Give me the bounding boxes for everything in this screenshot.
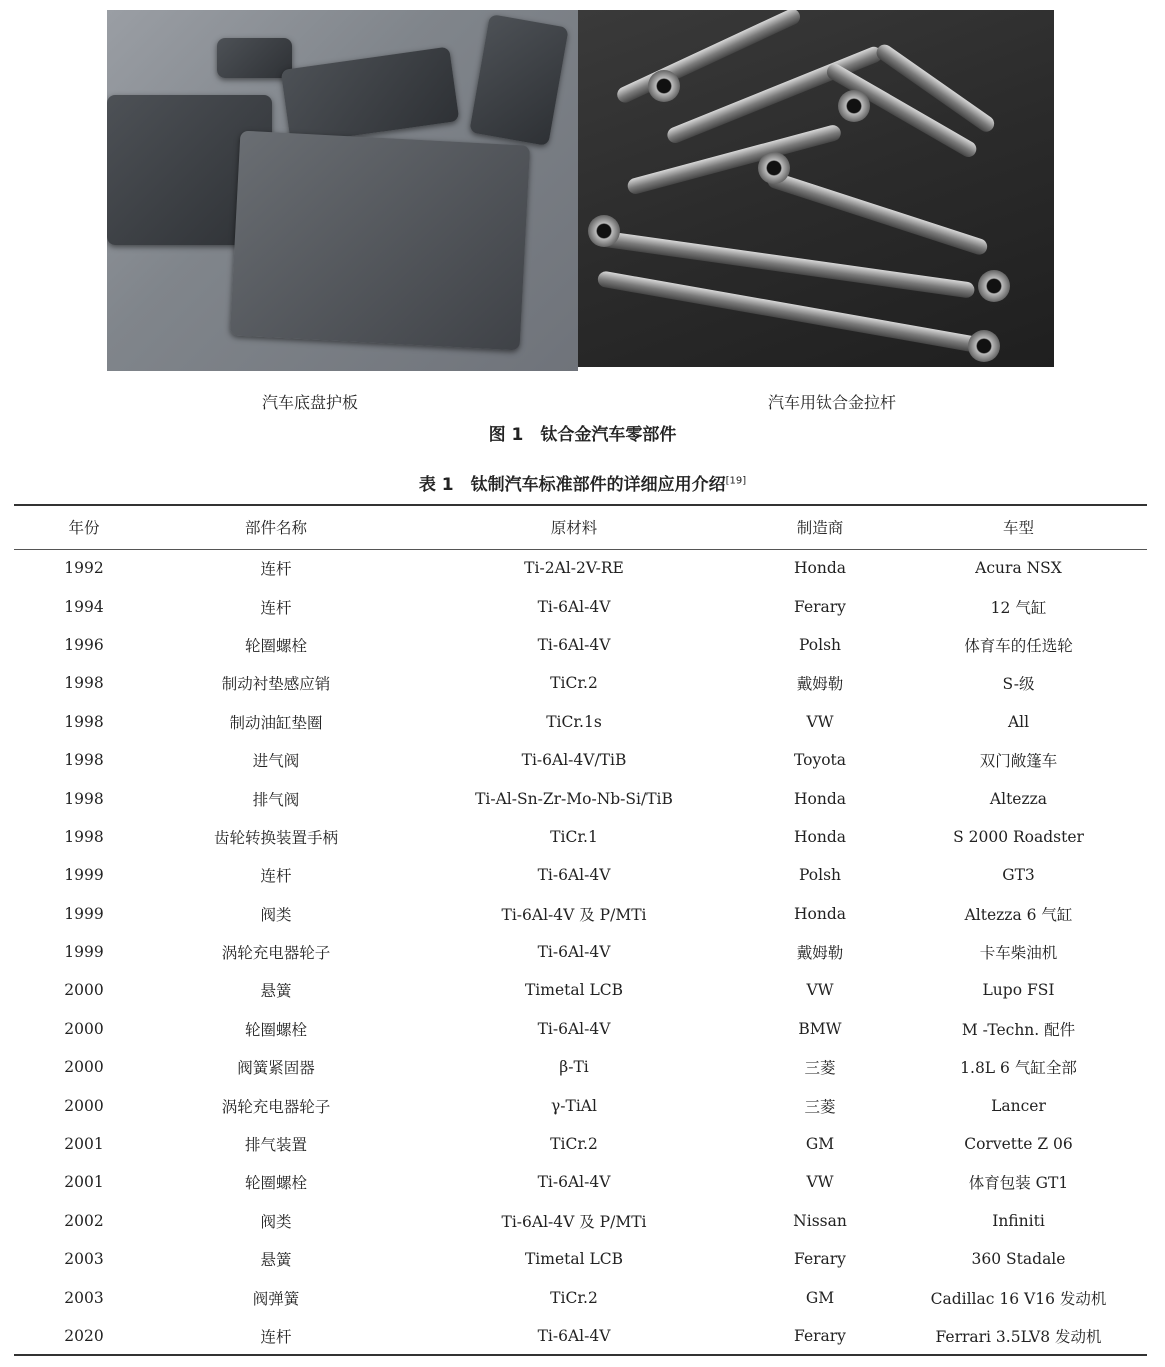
cell-manufacturer: GM [805, 1135, 835, 1154]
table-body [14, 549, 1147, 1355]
cell-material: γ-TiAl [551, 1096, 597, 1115]
cell-year: 1998 [64, 712, 104, 731]
table-row [14, 664, 1147, 702]
cell-material: Ti-6Al-4V [537, 866, 611, 885]
table-row [14, 971, 1147, 1009]
cell-material: TiCr.2 [550, 674, 598, 693]
cell-material: Ti-6Al-4V [537, 1173, 611, 1192]
cell-material: Ti-6Al-4V 及 P/MTi [501, 905, 647, 924]
cell-material: Ti-6Al-4V [537, 1326, 611, 1345]
cell-year: 1999 [64, 904, 104, 923]
cell-model: 卡车柴油机 [979, 944, 1058, 963]
cell-part-name: 悬簧 [260, 982, 292, 1001]
cell-material: β-Ti [559, 1058, 589, 1077]
cell-material: Ti-6Al-4V/TiB [521, 751, 627, 770]
cell-manufacturer: VW [806, 1173, 834, 1192]
cell-material: Ti-6Al-4V [537, 635, 611, 654]
cell-manufacturer: VW [806, 712, 834, 731]
cell-year: 2001 [64, 1135, 104, 1154]
table-row [14, 933, 1147, 971]
cell-year: 1998 [64, 751, 104, 770]
cell-model: Altezza [989, 789, 1048, 808]
cell-year: 1998 [64, 674, 104, 693]
header-manufacturer: 制造商 [796, 519, 844, 538]
titanium-parts-table [14, 504, 1147, 1356]
cell-manufacturer: Honda [794, 904, 846, 923]
cell-manufacturer: Honda [794, 559, 846, 578]
header-material: 原材料 [550, 519, 598, 538]
cell-year: 1998 [64, 789, 104, 808]
table-row [14, 1240, 1147, 1278]
cell-manufacturer: GM [805, 1288, 835, 1307]
cell-manufacturer: Ferary [794, 1250, 846, 1269]
cell-manufacturer: Polsh [798, 635, 842, 654]
cell-part-name: 排气阀 [252, 790, 300, 809]
cell-material: Ti-6Al-4V 及 P/MTi [501, 1212, 647, 1231]
cell-model: GT3 [1002, 866, 1035, 885]
table-title-text: 表 1 钛制汽车标准部件的详细应用介绍 [418, 475, 726, 495]
cell-part-name: 连杆 [260, 867, 292, 886]
cell-part-name: 进气阀 [252, 752, 300, 771]
cell-material: Timetal LCB [524, 1250, 624, 1269]
cell-model: Lupo FSI [982, 981, 1055, 1000]
cell-part-name: 悬簧 [260, 1251, 292, 1270]
cell-year: 1998 [64, 827, 104, 846]
cell-model: 12 气缸 [990, 598, 1047, 617]
cell-year: 1999 [64, 866, 104, 885]
table-row [14, 1163, 1147, 1201]
cell-model: Ferrari 3.5LV8 发动机 [935, 1327, 1102, 1346]
table-header-row [14, 505, 1147, 549]
cell-manufacturer: VW [806, 981, 834, 1000]
cell-part-name: 连杆 [260, 598, 292, 617]
header-model: 车型 [1002, 519, 1034, 538]
cell-part-name: 阀簧紧固器 [237, 1059, 315, 1078]
cell-material: TiCr.1s [546, 712, 602, 731]
cell-manufacturer: 三菱 [804, 1059, 836, 1078]
cell-year: 2000 [64, 1058, 104, 1077]
cell-material: Ti-Al-Sn-Zr-Mo-Nb-Si/TiB [475, 789, 673, 808]
cell-part-name: 制动衬垫感应销 [221, 675, 331, 694]
cell-manufacturer: Honda [794, 789, 846, 808]
cell-material: Ti-6Al-4V [537, 1019, 611, 1038]
cell-manufacturer: Honda [794, 827, 846, 846]
cell-part-name: 连杆 [260, 560, 292, 579]
cell-model: Altezza 6 气缸 [964, 905, 1073, 924]
titanium-tie-rod-photo [578, 10, 1054, 367]
cell-material: Ti-6Al-4V [537, 943, 611, 962]
cell-manufacturer: 戴姆勒 [796, 944, 844, 963]
cell-model: All [1007, 712, 1030, 731]
table-row [14, 1317, 1147, 1355]
table-reference: [19] [725, 475, 747, 487]
table-row [14, 856, 1147, 894]
cell-part-name: 阀类 [260, 905, 292, 924]
table-row [14, 1278, 1147, 1316]
table-row [14, 1086, 1147, 1124]
cell-manufacturer: Toyota [793, 751, 847, 770]
cell-part-name: 阀弹簧 [252, 1289, 300, 1308]
cell-model: M -Techn. 配件 [961, 1020, 1076, 1039]
cell-part-name: 轮圈螺栓 [244, 636, 307, 655]
table-row [14, 626, 1147, 664]
header-year: 年份 [68, 519, 100, 538]
cell-part-name: 阀类 [260, 1212, 292, 1231]
cell-manufacturer: Ferary [794, 1326, 846, 1345]
table-row [14, 895, 1147, 933]
cell-manufacturer: Nissan [793, 1211, 847, 1230]
table-row [14, 703, 1147, 741]
cell-model: 体育车的任选轮 [964, 636, 1073, 655]
table-row [14, 1125, 1147, 1163]
cell-year: 1996 [64, 635, 104, 654]
cell-year: 2000 [64, 981, 104, 1000]
cell-part-name: 轮圈螺栓 [244, 1174, 307, 1193]
cell-material: Timetal LCB [524, 981, 624, 1000]
cell-year: 1994 [64, 597, 104, 616]
cell-model: S-级 [1002, 675, 1035, 694]
cell-model: Acura NSX [975, 559, 1062, 578]
cell-year: 2020 [64, 1326, 104, 1345]
cell-part-name: 轮圈螺栓 [244, 1020, 307, 1039]
cell-manufacturer: 三菱 [804, 1097, 836, 1116]
cell-model: Corvette Z 06 [964, 1135, 1073, 1154]
cell-manufacturer: 戴姆勒 [796, 675, 844, 694]
table-row [14, 1202, 1147, 1240]
cell-year: 2000 [64, 1019, 104, 1038]
cell-material: Ti-2Al-2V-RE [524, 559, 624, 578]
left-photo-caption: 汽车底盘护板 [261, 393, 358, 412]
cell-part-name: 制动油缸垫圈 [229, 713, 323, 732]
cell-model: 1.8L 6 气缸全部 [960, 1059, 1077, 1078]
cell-part-name: 涡轮充电器轮子 [221, 944, 331, 963]
right-photo-caption: 汽车用钛合金拉杆 [767, 393, 896, 412]
chassis-guard-plate-photo [107, 10, 578, 371]
table-row [14, 779, 1147, 817]
table-row [14, 741, 1147, 779]
cell-year: 1999 [64, 943, 104, 962]
cell-model: 360 Stadale [971, 1250, 1066, 1269]
table-row [14, 818, 1147, 856]
cell-material: Ti-6Al-4V [537, 597, 611, 616]
cell-year: 2000 [64, 1096, 104, 1115]
table-row [14, 587, 1147, 625]
cell-model: 体育包装 GT1 [968, 1174, 1069, 1193]
cell-model: 双门敞篷车 [979, 752, 1058, 771]
cell-year: 2003 [64, 1250, 104, 1269]
cell-model: S 2000 Roadster [953, 827, 1084, 846]
cell-part-name: 涡轮充电器轮子 [221, 1097, 331, 1116]
cell-year: 2002 [64, 1211, 104, 1230]
cell-model: Infiniti [992, 1211, 1045, 1230]
cell-part-name: 齿轮转换装置手柄 [213, 828, 338, 847]
header-part-name: 部件名称 [244, 519, 307, 538]
table-title [0, 470, 1165, 495]
cell-year: 2003 [64, 1288, 104, 1307]
cell-year: 2001 [64, 1173, 104, 1192]
cell-year: 1992 [64, 559, 104, 578]
table-row [14, 549, 1147, 587]
cell-part-name: 排气装置 [244, 1136, 307, 1155]
table-row [14, 1010, 1147, 1048]
cell-model: Cadillac 16 V16 发动机 [930, 1289, 1107, 1308]
table-row [14, 1048, 1147, 1086]
cell-model: Lancer [991, 1096, 1046, 1115]
cell-material: TiCr.2 [550, 1288, 598, 1307]
cell-material: TiCr.1 [550, 827, 598, 846]
cell-manufacturer: BMW [798, 1019, 842, 1038]
cell-material: TiCr.2 [550, 1135, 598, 1154]
cell-manufacturer: Polsh [798, 866, 842, 885]
cell-part-name: 连杆 [260, 1327, 292, 1346]
cell-manufacturer: Ferary [794, 597, 846, 616]
figure-title: 图 1 钛合金汽车零部件 [488, 425, 677, 445]
